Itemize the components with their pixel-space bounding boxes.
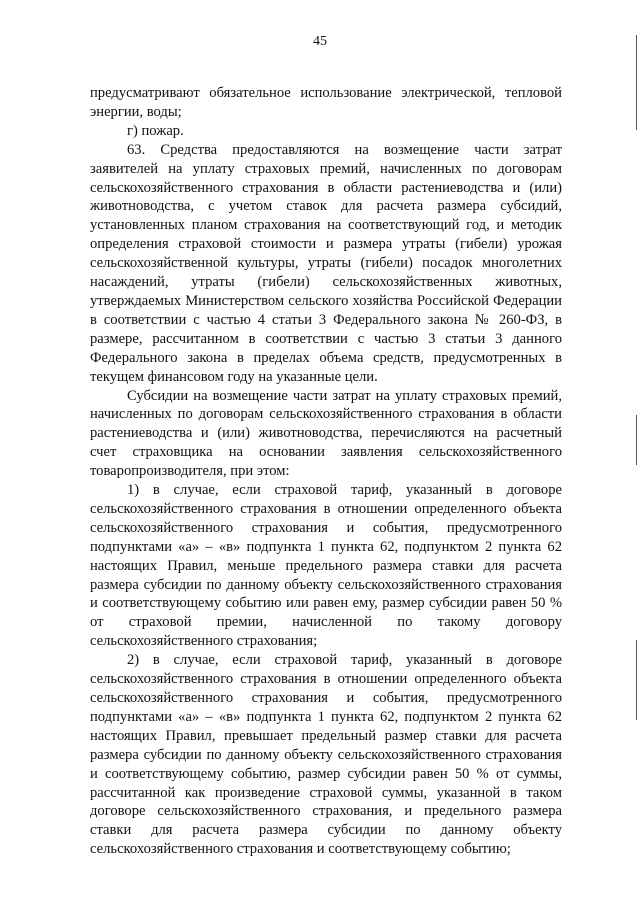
paragraph-item-2: 2) в случае, если страховой тариф, указанный в договоре сельскохозяйственного страхования в отношении определенного объекта сельскохозяйственного страхования и события, предусмотренного подпунктами «а» – «в» подпункта 1 пункта 62, подпунктом 2 пункта 62 настоящих Правил, превышает предельный размер ставки для расчета размера субсидии по данному объекту сельскохозяйственного страхования и соответствующему событию, размер субсидии равен 50 % от суммы, рассчитанной как произведение страховой суммы, указанной в таком договоре сельскохозяйственного страхования, и предельного размера ставки для расчета размера субсидии по данному объекту сельскохозяйственного страхования и соответствующему событию;	[90, 652, 562, 858]
scan-edge-mark	[636, 415, 637, 465]
document-body	[90, 84, 562, 859]
paragraph-clause-63: 63. Средства предоставляются на возмещение части затрат заявителей на уплату страховых премий, начисленных по договорам сельскохозяйственного страхования в области растениеводства и (или) животноводства, с учетом ставок для расчета размера субсидий, установленных планом страхования на соответствующий год, и методик определения страховой стоимости и размера утраты (гибели) урожая сельскохозяйственной культуры, утраты (гибели) посадок многолетних насаждений, утраты (гибели) сельскохозяйственных животных, утверждаемых Министерством сельского хозяйства Российской Федерации в соответствии с частью 4 статьи 3 Федерального закона № 260-ФЗ, в размере, рассчитанном в соответствии с частью 3 статьи 3 данного Федерального закона в пределах объема средств, предусмотренных в текущем финансовом году на указанные цели.	[90, 141, 562, 385]
page-number: 45	[313, 34, 327, 49]
scan-edge-mark	[636, 640, 637, 720]
paragraph-item-1: 1) в случае, если страховой тариф, указанный в договоре сельскохозяйственного страхования в отношении определенного объекта сельскохозяйственного страхования и события, предусмотренного подпунктами «а» – «в» подпункта 1 пункта 62, подпунктом 2 пункта 62 настоящих Правил, меньше предельного размера ставки для расчета размера субсидии по данному объекту сельскохозяйственного страхования и соответствующему событию или равен ему, размер субсидии равен 50 % от страховой премии, начисленной по такому договору сельскохозяйственного страхования;	[90, 482, 562, 650]
paragraph-item-g: г) пожар.	[127, 122, 184, 139]
paragraph-subsidies: Субсидии на возмещение части затрат на уплату страховых премий, начисленных по договорам сельскохозяйственного страхования в области растениеводства и (или) животноводства, перечисляются на расчетный счет страховщика на основании заявления сельскохозяйственного товаропроизводителя, при этом:	[90, 387, 562, 480]
scan-edge-mark	[636, 35, 637, 130]
paragraph-continuation: предусматривают обязательное использование электрической, тепловой энергии, воды;	[90, 85, 562, 120]
